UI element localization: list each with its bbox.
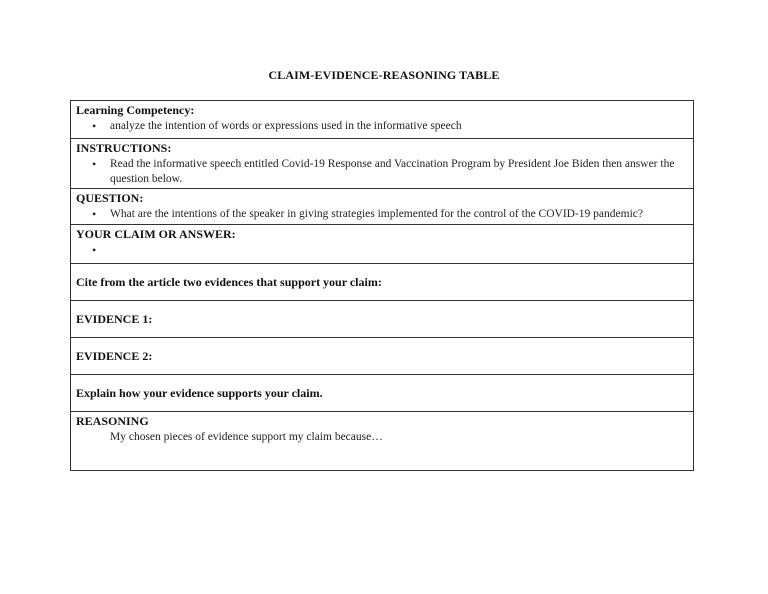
instructions-bullet: • Read the informative speech entitled Covid-19 Response and Vaccination Program by President Joe Biden then answer the question below. (110, 157, 687, 187)
explain-cell (71, 375, 694, 412)
competency-bullet: • analyze the intention of words or expressions used in the informative speech (110, 119, 687, 134)
instructions-label: INSTRUCTIONS: (76, 141, 172, 155)
explain-label: Explain how your evidence supports your claim. (76, 385, 323, 400)
table-row-claim (71, 225, 694, 264)
table-row-evidence-1 (71, 301, 694, 338)
cite-label: Cite from the article two evidences that support your claim: (76, 274, 382, 289)
instructions-cell (71, 139, 694, 189)
question-list (76, 207, 687, 222)
table-row-instructions (71, 139, 694, 189)
table-row-explain (71, 375, 694, 412)
evidence-1-label: EVIDENCE 1: (76, 311, 153, 326)
competency-cell (71, 101, 694, 139)
cer-table (70, 100, 694, 471)
reasoning-label: REASONING (76, 414, 149, 428)
table-row-cite (71, 264, 694, 301)
document-title: CLAIM-EVIDENCE-REASONING TABLE (268, 68, 500, 82)
reasoning-text: My chosen pieces of evidence support my claim because… (110, 431, 383, 443)
table-row-evidence-2 (71, 338, 694, 375)
question-bullet: • What are the intentions of the speaker in giving strategies implemented for the control of the COVID-19 pandemic? (110, 207, 687, 222)
table-row-reasoning (71, 412, 694, 471)
question-cell (71, 189, 694, 225)
table-row-competency (71, 101, 694, 139)
claim-label: YOUR CLAIM OR ANSWER: (76, 227, 236, 241)
competency-label: Learning Competency: (76, 103, 195, 117)
table-row-question (71, 189, 694, 225)
evidence-2-cell[interactable] (71, 338, 694, 375)
instructions-list (76, 157, 687, 187)
reasoning-cell[interactable] (71, 412, 694, 471)
claim-cell[interactable] (71, 225, 694, 264)
competency-list (76, 119, 687, 134)
evidence-1-cell[interactable] (71, 301, 694, 338)
cite-cell (71, 264, 694, 301)
question-label: QUESTION: (76, 191, 144, 205)
evidence-2-label: EVIDENCE 2: (76, 348, 153, 363)
